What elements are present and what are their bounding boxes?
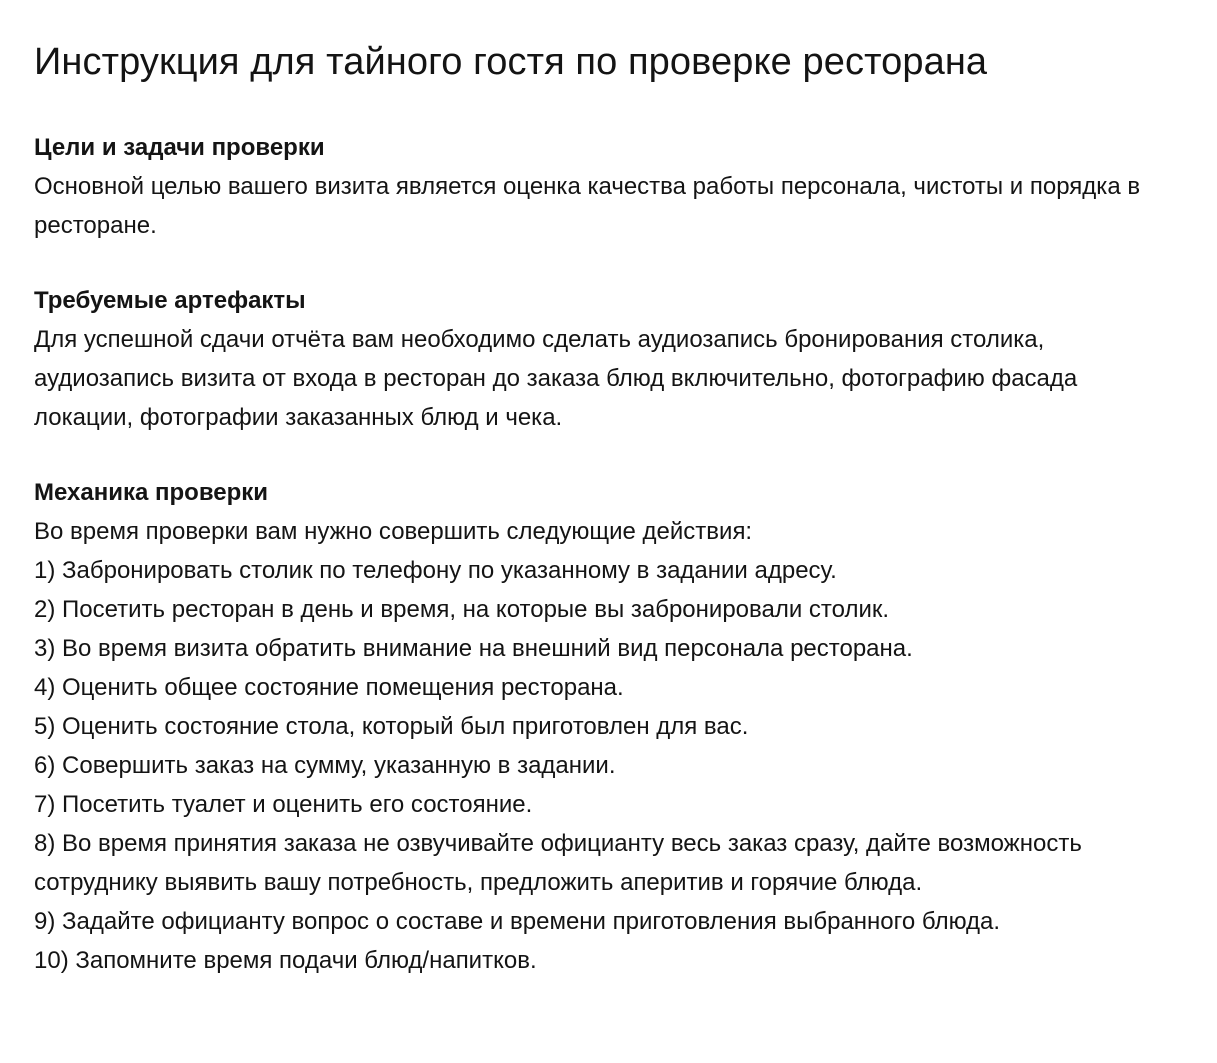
section-text-artifacts: Для успешной сдачи отчёта вам необходимо сделать аудиозапись бронирования столика, аудиозапись визита от входа в ресторан до заказа блюд включительно, фотографию фасада локации, фотографии заказанных блюд и чека.: [34, 326, 1078, 431]
list-item: 1) Забронировать столик по телефону по указанному в задании адресу.: [34, 557, 837, 584]
list-item: 8) Во время принятия заказа не озвучивайте официанту весь заказ сразу, дайте возможность сотруднику выявить вашу потребность, предложить аперитив и горячие блюда.: [34, 830, 1082, 896]
section-heading-goals: Цели и задачи проверки: [34, 134, 325, 161]
section-heading-mechanics: Механика проверки: [34, 479, 269, 506]
steps-list: [34, 551, 1193, 980]
section-text-goals: Основной целью вашего визита является оценка качества работы персонала, чистоты и порядка в ресторане.: [34, 173, 1141, 239]
list-item: 5) Оценить состояние стола, который был приготовлен для вас.: [34, 713, 749, 740]
list-item: 6) Совершить заказ на сумму, указанную в задании.: [34, 752, 616, 779]
section-goals: [34, 128, 1193, 245]
section-artifacts: [34, 281, 1193, 437]
list-item: 10) Запомните время подачи блюд/напитков.: [34, 947, 537, 974]
section-mechanics: [34, 473, 1193, 980]
list-item: 4) Оценить общее состояние помещения ресторана.: [34, 674, 624, 701]
list-item: 3) Во время визита обратить внимание на внешний вид персонала ресторана.: [34, 635, 913, 662]
list-item: 2) Посетить ресторан в день и время, на которые вы забронировали столик.: [34, 596, 890, 623]
section-intro-mechanics: Во время проверки вам нужно совершить следующие действия:: [34, 518, 753, 545]
list-item: 7) Посетить туалет и оценить его состояние.: [34, 791, 533, 818]
section-heading-artifacts: Требуемые артефакты: [34, 287, 306, 314]
page-title: Инструкция для тайного гостя по проверке ресторана: [34, 41, 988, 83]
list-item: 9) Задайте официанту вопрос о составе и времени приготовления выбранного блюда.: [34, 908, 1001, 935]
